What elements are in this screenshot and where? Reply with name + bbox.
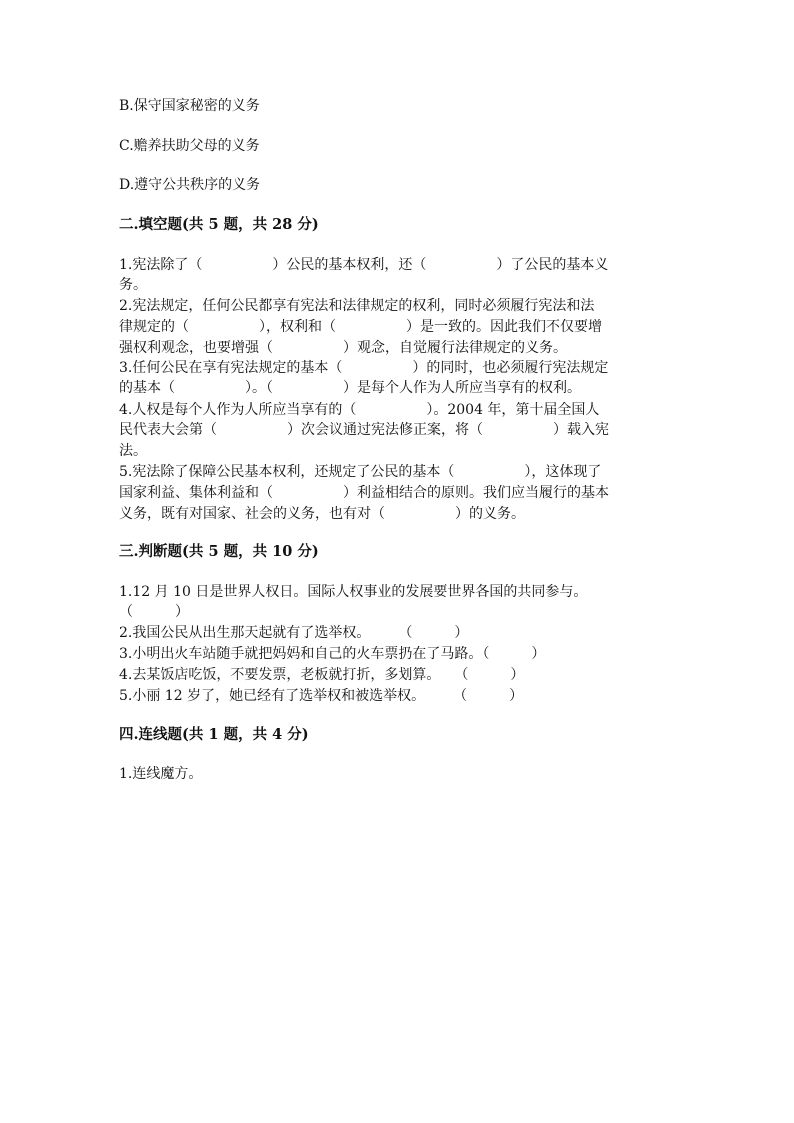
true-false-line: （ ） — [119, 604, 189, 620]
section-matching-heading: 四.连线题(共 1 题，共 4 分) — [119, 726, 309, 743]
true-false-line: 4.去某饭店吃饭，不要发票，老板就打折，多划算。 （ ） — [119, 667, 525, 683]
option-b: B.保守国家秘密的义务 — [119, 98, 260, 114]
option-c: C.赡养扶助父母的义务 — [119, 138, 260, 154]
fill-blank-line: 民代表大会第（ ）次会议通过宪法修正案，将（ ）载入宪 — [119, 422, 609, 438]
fill-blank-line: 的基本（ ）。（ ）是每个人作为人所应当享有的权利。 — [119, 380, 581, 396]
true-false-line: 5.小丽 12 岁了，她已经有了选举权和被选举权。 （ ） — [119, 688, 524, 704]
fill-blank-line: 1.宪法除了（ ）公民的基本权利，还（ ）了公民的基本义 — [119, 257, 609, 273]
true-false-line: 1.12 月 10 日是世界人权日。国际人权事业的发展要世界各国的共同参与。 — [119, 584, 588, 600]
fill-blank-line: 律规定的（ ），权利和（ ）是一致的。因此我们不仅要增 — [119, 319, 602, 335]
fill-blank-line: 4.人权是每个人作为人所应当享有的（ ）。2004 年，第十届全国人 — [119, 402, 600, 418]
true-false-line: 2.我国公民从出生那天起就有了选举权。 （ ） — [119, 625, 469, 641]
section-true-false-heading: 三.判断题(共 5 题，共 10 分) — [119, 543, 319, 560]
fill-blank-line: 5.宪法除了保障公民基本权利，还规定了公民的基本（ ），这体现了 — [119, 464, 602, 480]
fill-blank-line: 2.宪法规定，任何公民都享有宪法和法律规定的权利，同时必须履行宪法和法 — [119, 298, 595, 314]
fill-blank-line: 国家利益、集体利益和（ ）利益相结合的原则。我们应当履行的基本 — [119, 485, 609, 501]
true-false-line: 3.小明出火车站随手就把妈妈和自己的火车票扔在了马路。（ ） — [119, 646, 546, 662]
fill-blank-line: 法。 — [119, 443, 147, 459]
fill-blank-line: 义务，既有对国家、社会的义务，也有对（ ）的义务。 — [119, 506, 525, 522]
fill-blank-line: 强权利观念，也要增强（ ）观念，自觉履行法律规定的义务。 — [119, 340, 567, 356]
fill-blank-line: 务。 — [119, 277, 147, 293]
fill-blank-line: 3.任何公民在享有宪法规定的基本（ ）的同时，也必须履行宪法规定 — [119, 360, 609, 376]
matching-line: 1.连线魔方。 — [119, 766, 203, 782]
option-d: D.遵守公共秩序的义务 — [119, 177, 261, 193]
section-fill-blank-heading: 二.填空题(共 5 题，共 28 分) — [119, 216, 319, 233]
